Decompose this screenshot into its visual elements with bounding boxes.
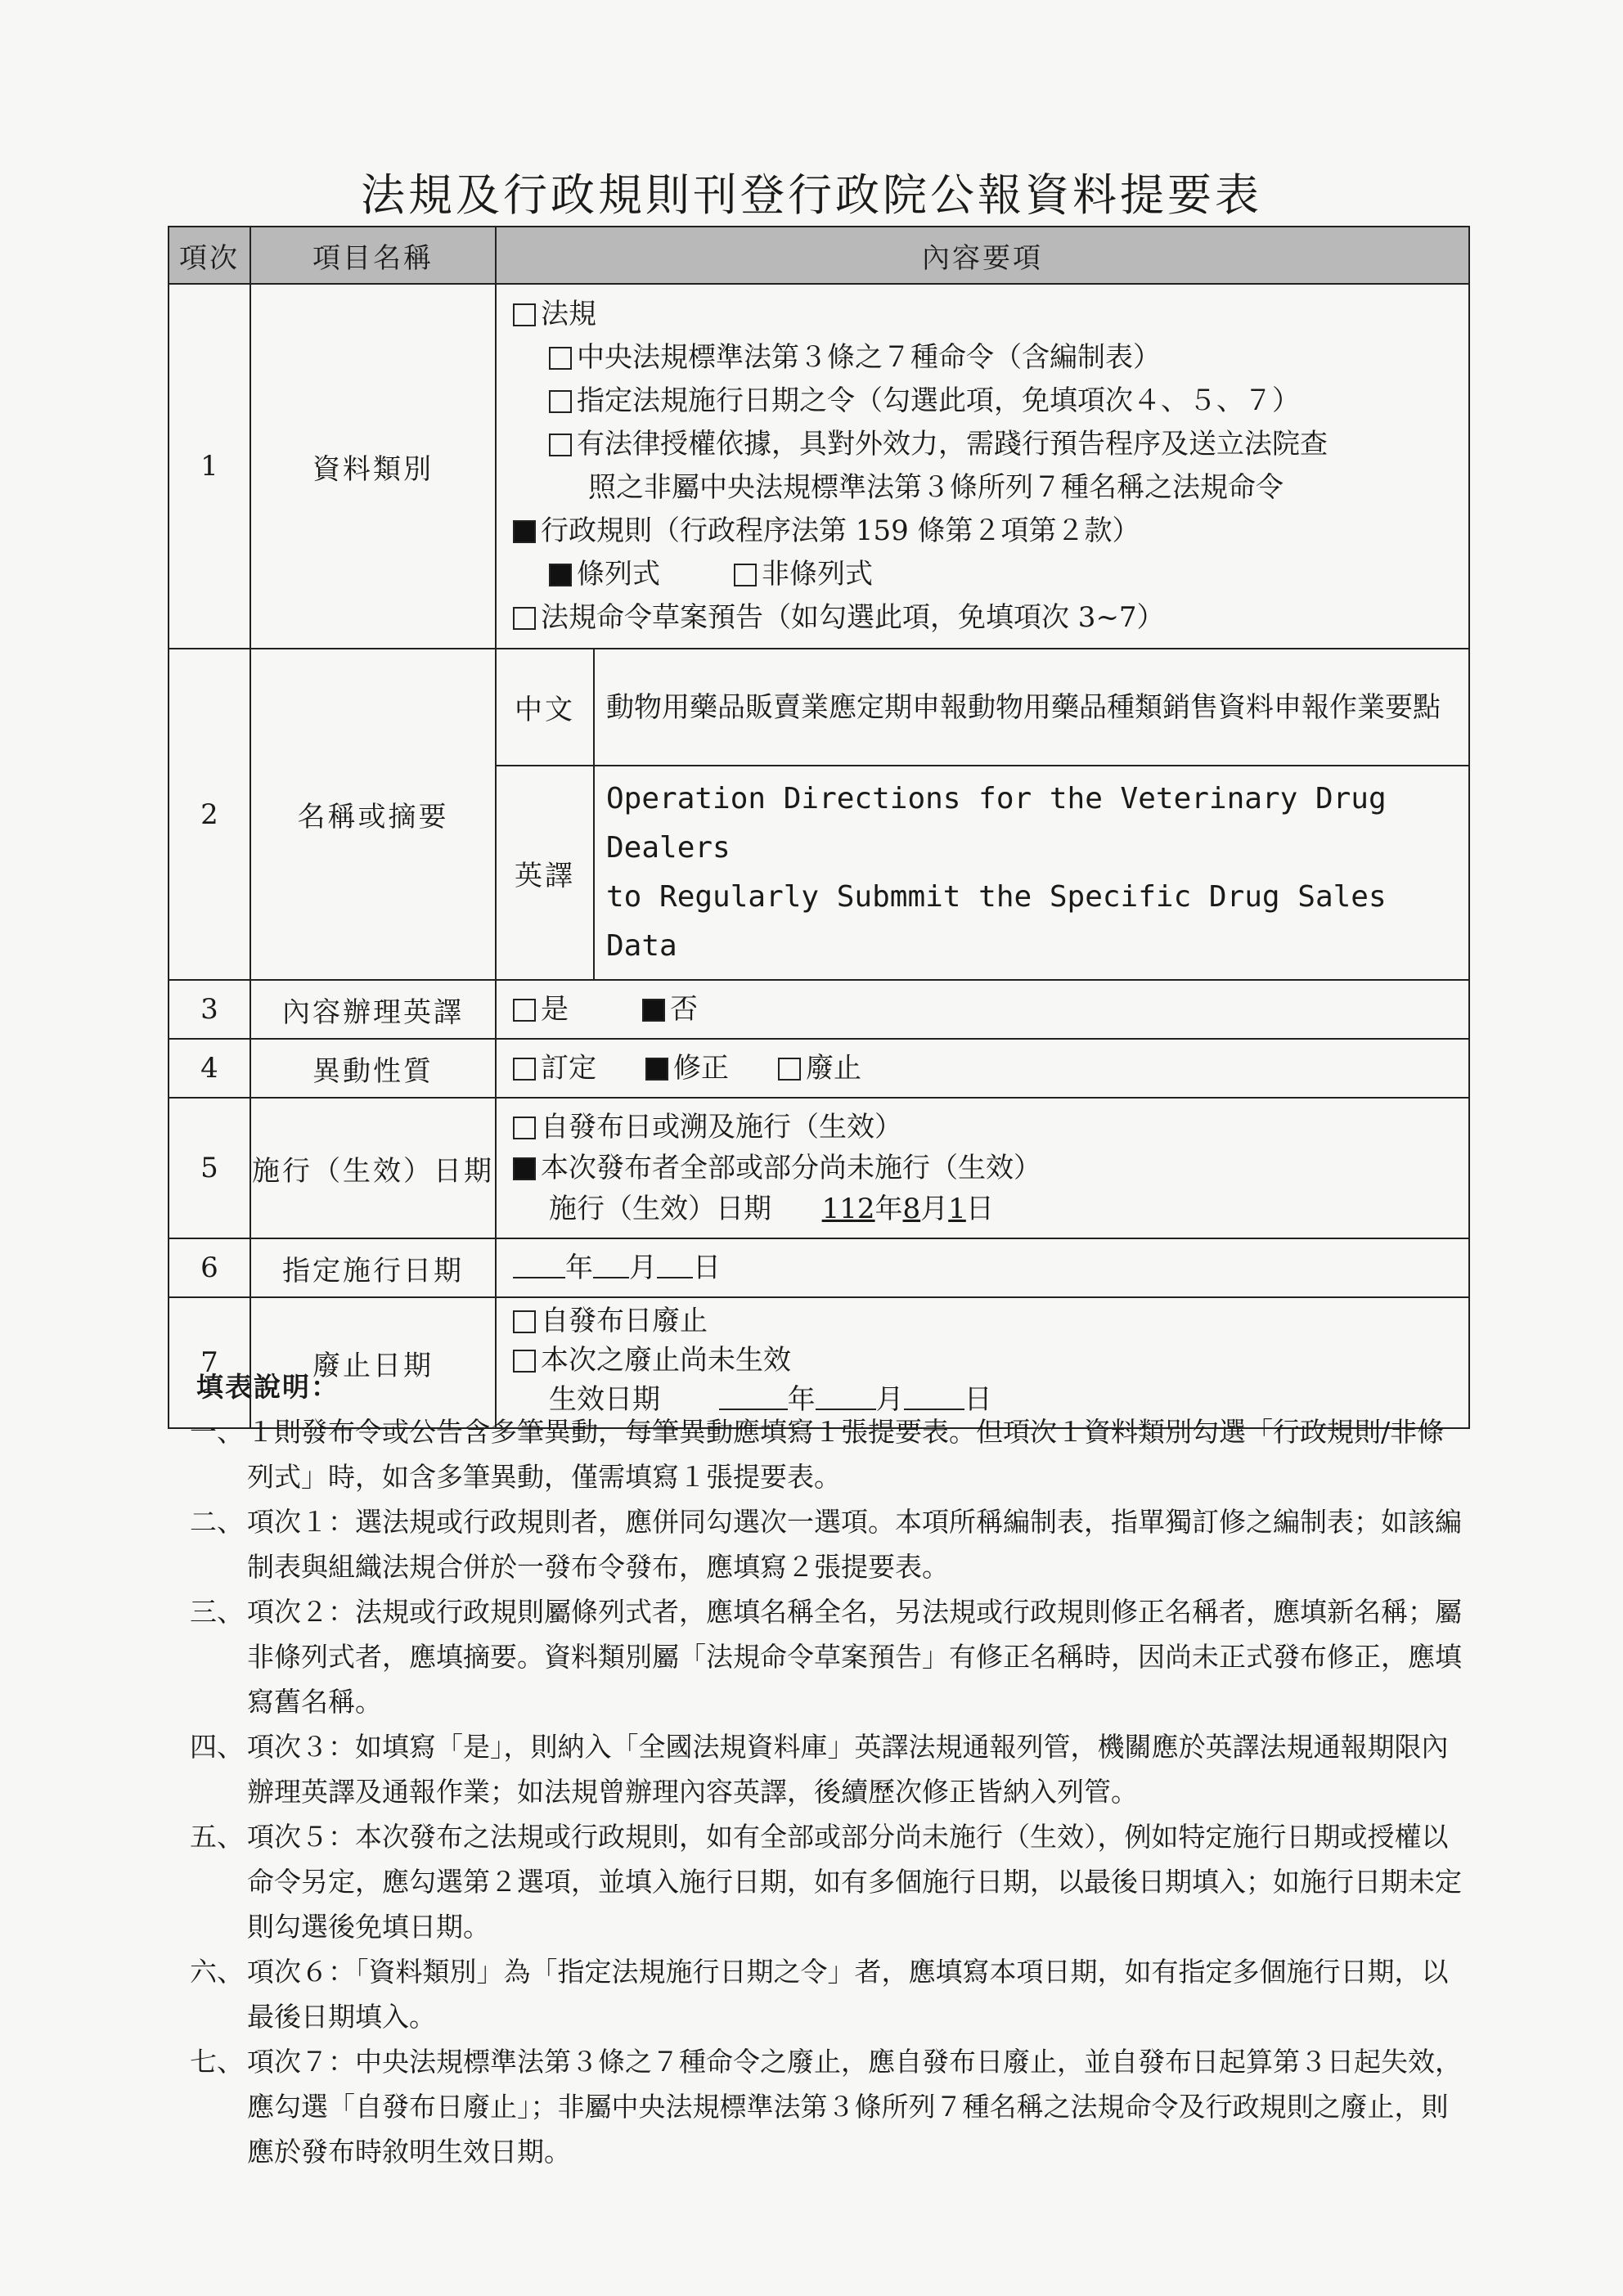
row-name-summary [169,649,1469,980]
option-not-yet-effective: 本次發布者全部或部分尚未施行（生效） [513,1148,1468,1188]
instruction-item: 一、 １則發布令或公告含多筆異動，每筆異動應填寫１張提要表。但項次１資料類別勾選「行政規則/非條列式」時，如含多筆異動，僅需填寫１張提要表。 [190,1416,1445,1493]
row-name: 施行（生效）日期 [250,1098,496,1238]
checkbox-not-yet-effective[interactable] [513,1157,536,1180]
option-effective-on-publish: 自發布日或溯及施行（生效） [513,1107,1468,1148]
row-designated-date [169,1238,1469,1297]
row-name: 資料類別 [250,284,496,649]
checkbox-law-effective-date[interactable] [549,390,572,413]
option-law-effective-date: 指定法規施行日期之令（勾選此項，免填項次４、５、７） [513,380,1468,423]
checkbox-itemized[interactable] [549,564,572,586]
checkbox-law[interactable] [513,303,536,326]
row-name: 內容辦理英譯 [250,980,496,1039]
checkbox-draft-notice[interactable] [513,607,536,630]
header-name: 項目名稱 [250,227,496,284]
row-name: 指定施行日期 [250,1238,496,1297]
row-num: 4 [169,1039,250,1098]
instruction-item: 四、 項次３：如填寫「是」，則納入「全國法規資料庫」英譯法規通報列管，機關應於英譯法規通報期限內辦理英譯及通報作業；如法規曾辦理內容英譯，後續歷次修正皆納入列管。 [190,1731,1449,1808]
header-content: 內容要項 [496,227,1469,284]
instruction-item: 二、 項次１：選法規或行政規則者，應併同勾選次一選項。本項所稱編制表，指單獨訂修之編制表；如該編制表與組織法規合併於一發布令發布，應填寫２張提要表。 [190,1506,1462,1583]
label-chinese: 中文 [497,649,594,766]
page-title: 法規及行政規則刊登行政院公報資料提要表 [361,169,1262,221]
repeal-date-line: 生效日期 年 月 日 [549,1383,992,1416]
row-content [496,1098,1469,1238]
instruction-item: 五、 項次５：本次發布之法規或行政規則，如有全部或部分尚未施行（生效），例如特定施行日期或授權以命令另定，應勾選第２選項，並填入施行日期，如有多個施行日期，以最後日期填入；如施行日期未定則勾選後免填日期。 [190,1821,1462,1943]
instruction-item: 六、 項次６：「資料類別」為「指定法規施行日期之令」者，應填寫本項日期，如有指定多個施行日期，以最後日期填入。 [190,1956,1449,2033]
option-law-authorized-cont: 照之非屬中央法規標準法第３條所列７種名稱之法規命令 [588,471,1284,504]
option-law-7-orders: 中央法規標準法第３條之７種命令（含編制表） [513,336,1468,380]
checkbox-enact[interactable] [513,1058,536,1081]
checkbox-non-itemized[interactable] [734,564,757,586]
checkbox-law-authorized[interactable] [549,434,572,456]
row-name: 廢止日期 [250,1297,496,1428]
checkbox-repeal-on-publish[interactable] [513,1310,536,1333]
checkbox-no[interactable] [642,999,665,1022]
option-admin-format: 條列式 非條列式 [513,553,1468,596]
header-num: 項次 [169,227,250,284]
summary-form-table [168,226,1470,1429]
row-content [496,284,1469,649]
effective-day-field[interactable]: 1 [948,1193,966,1225]
designated-day-field[interactable] [657,1252,693,1278]
row-effective-date [169,1098,1469,1238]
chinese-name-field[interactable]: 動物用藥品販賣業應定期申報動物用藥品種類銷售資料申報作業要點 [606,690,1441,724]
row-num: 3 [169,980,250,1039]
table-header-row [169,227,1469,284]
instruction-item: 三、 項次２：法規或行政規則屬條列式者，應填名稱全名，另法規或行政規則修正名稱者，應填新名稱；屬非條列式者，應填摘要。資料類別屬「法規命令草案預告」有修正名稱時，因尚未正式發布修正，應填寫舊名稱。 [190,1596,1462,1718]
checkbox-yes[interactable] [513,999,536,1022]
row-name: 異動性質 [250,1039,496,1098]
row-data-category [169,284,1469,649]
option-admin-rule: 行政規則（行政程序法第 159 條第２項第２款） [513,510,1468,553]
checkbox-repeal[interactable] [778,1058,801,1081]
row-num: 2 [169,649,250,980]
checkbox-admin-rule[interactable] [513,520,536,543]
effective-year-field[interactable]: 112 [821,1193,875,1225]
effective-date-line: 施行（生效）日期 112年8月1日 [549,1193,994,1225]
row-num: 5 [169,1098,250,1238]
row-english-translation [169,980,1469,1039]
name-subtable [497,649,1468,979]
row-num: 6 [169,1238,250,1297]
instructions-title: 填表說明： [196,1371,339,1403]
label-english: 英譯 [497,766,594,979]
row-name: 名稱或摘要 [250,649,496,980]
row-content: 年 月 日 [496,1238,1469,1297]
row-num: 7 [169,1297,250,1428]
row-content: 是 否 [496,980,1469,1039]
option-law: 法規 [513,293,1468,336]
instruction-item: 七、 項次７：中央法規標準法第３條之７種命令之廢止，應自發布日廢止，並自發布日起算第３日起失效，應勾選「自發布日廢止」；非屬中央法規標準法第３條所列７種名稱之法規命令及行政規則之廢止，則應於發布時敘明生效日期。 [190,2046,1462,2168]
option-law-authorized: 有法律授權依據，具對外效力，需踐行預告程序及送立法院查 [513,423,1468,466]
english-name-field[interactable]: Operation Directions for the Veterinary Drug Dealers to Regularly Submmit the Specific Drug Sales Data [594,766,1468,979]
instructions [190,1364,1466,2174]
checkbox-law-7-orders[interactable] [549,347,572,370]
option-draft-notice: 法規命令草案預告（如勾選此項，免填項次 3~7） [513,596,1468,640]
row-content: 訂定 修正 廢止 [496,1039,1469,1098]
checkbox-effective-on-publish[interactable] [513,1117,536,1139]
designated-year-field[interactable] [513,1252,565,1278]
row-change-type [169,1039,1469,1098]
option-repeal-not-effective: 本次之廢止尚未生效 [513,1341,1468,1380]
row-content [496,649,1469,980]
designated-month-field[interactable] [593,1252,629,1278]
checkbox-amend[interactable] [645,1058,668,1081]
effective-month-field[interactable]: 8 [902,1193,921,1225]
option-repeal-on-publish: 自發布日廢止 [513,1301,1468,1341]
row-num: 1 [169,284,250,649]
